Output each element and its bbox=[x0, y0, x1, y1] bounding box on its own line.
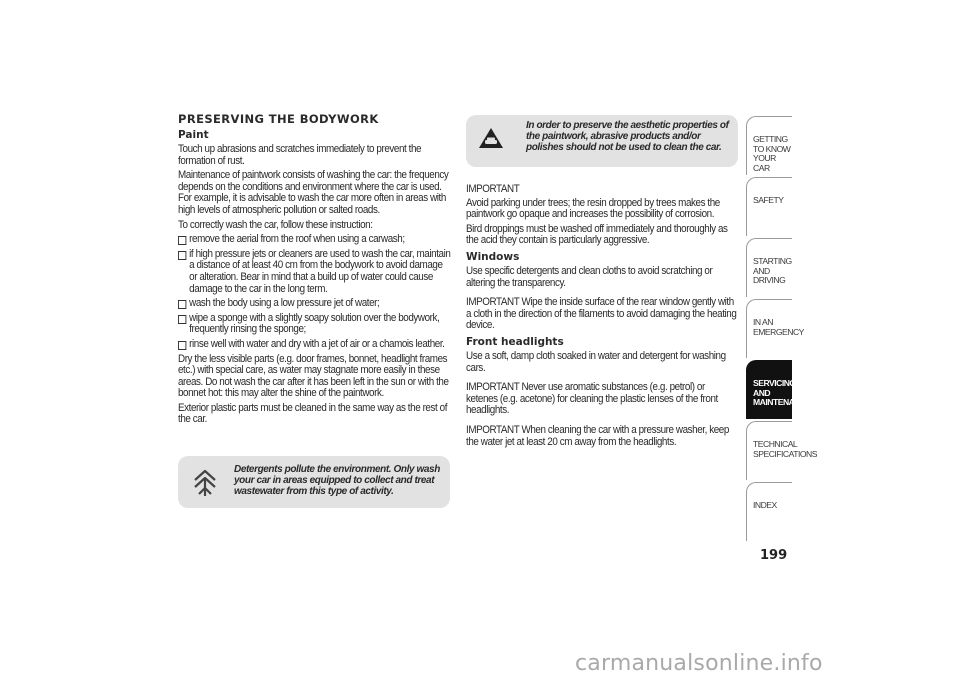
headlights-important-2: IMPORTANT When cleaning the car with a pressure washer, keep the water jet at least 20 cm away from the headlights. bbox=[466, 423, 729, 448]
footer-watermark: carmanualsonline.info bbox=[575, 651, 823, 676]
paint-heading: Paint bbox=[178, 129, 209, 141]
important-trees-text: Avoid parking under trees; the resin dropped by trees makes the paintwork go opaque and increases the possibility of corrosion. bbox=[466, 196, 720, 221]
paint-paragraph-5: Exterior plastic parts must be cleaned in the same way as the rest of the car. bbox=[178, 401, 448, 426]
paint-paragraph-2: Maintenance of paintwork consists of washing the car: the frequency depends on the conditions and environment where the car is used. For example, it is advisable to wash the car more often in areas with high levels of atmospheric pollution or salted roads. bbox=[178, 169, 449, 216]
important-label: IMPORTANT bbox=[466, 183, 520, 195]
paint-paragraph-1: Touch up abrasions and scratches immediately to prevent the formation of rust. bbox=[178, 143, 422, 167]
paint-paragraph-3: To correctly wash the car, follow these instruction: bbox=[178, 218, 373, 231]
page-number: 199 bbox=[760, 548, 788, 563]
windows-important-text: IMPORTANT Wipe the inside surface of the rear window gently with a cloth in the direction of the filaments to avoid damaging the heating device. bbox=[466, 296, 737, 332]
tab-in-an-emergency[interactable]: IN AN EMERGENCY bbox=[746, 299, 792, 358]
headlights-important-1: IMPORTANT Never use aromatic substances (e.g. petrol) or ketenes (e.g. acetone) for cleaning the plastic lenses of the front headlights. bbox=[466, 381, 718, 417]
tab-index[interactable]: INDEX bbox=[746, 482, 792, 541]
list-item: wipe a sponge with a slightly soapy solution over the bodywork, frequently rinsing the sponge; bbox=[178, 313, 451, 336]
warning-triangle-car-icon bbox=[478, 127, 504, 154]
warning-note bbox=[466, 115, 738, 167]
paint-paragraph-4: Dry the less visible parts (e.g. door frames, bonnet, headlight frames etc.) with special care, as water may stagnate more easily in these areas. Do not wash the car after it has been left in the sun or with the bonnet hot: this may alter the shine of the paintwork. bbox=[178, 352, 449, 400]
section-title: PRESERVING THE BODYWORK bbox=[178, 112, 379, 126]
checkbox-bullet-icon bbox=[178, 251, 186, 260]
warning-note-text: In order to preserve the aesthetic properties of the paintwork, abrasive products and/or polishes should not be used to clean the car. bbox=[526, 120, 729, 153]
checkbox-bullet-icon bbox=[178, 236, 186, 245]
list-item: remove the aerial from the roof when using a carwash; bbox=[178, 234, 451, 246]
tab-getting-to-know-your-car[interactable]: GETTING TO KNOW YOUR CAR bbox=[746, 116, 792, 175]
list-item: wash the body using a low pressure jet of water; bbox=[178, 298, 451, 310]
checkbox-bullet-icon bbox=[178, 341, 186, 350]
list-item: rinse well with water and dry with a jet of air or a chamois leather. bbox=[178, 339, 451, 351]
right-column bbox=[466, 184, 738, 451]
bird-droppings-text: Bird droppings must be washed off immediately and thoroughly as the acid they contain is particularly aggressive. bbox=[466, 222, 728, 247]
windows-heading: Windows bbox=[466, 250, 520, 263]
environment-note bbox=[178, 456, 450, 508]
tab-starting-and-driving[interactable]: STARTING AND DRIVING bbox=[746, 238, 792, 297]
list-item: if high pressure jets or cleaners are used to wash the car, maintain a distance of at least 40 cm from the bodywork to avoid damage or alteration. Bear in mind that a build up of water could cause damage to the car in the long term. bbox=[178, 249, 451, 295]
tab-safety[interactable]: SAFETY bbox=[746, 177, 792, 236]
windows-text: Use specific detergents and clean cloths to avoid scratching or altering the transparency. bbox=[466, 264, 713, 289]
checkbox-bullet-icon bbox=[178, 300, 186, 309]
environment-note-text: Detergents pollute the environment. Only wash your car in areas equipped to collect and treat wastewater from this type of activity. bbox=[234, 464, 440, 498]
headlights-heading: Front headlights bbox=[466, 335, 564, 348]
headlights-text: Use a soft, damp cloth soaked in water and detergent for washing cars. bbox=[466, 349, 726, 374]
tab-servicing-and-maintenance[interactable]: SERVICING AND MAINTENANCE bbox=[746, 360, 792, 419]
tab-technical-specifications[interactable]: TECHNICAL SPECIFICATIONS bbox=[746, 421, 792, 480]
recycle-arrows-icon bbox=[192, 468, 218, 503]
left-column bbox=[178, 112, 452, 508]
checkbox-bullet-icon bbox=[178, 315, 186, 324]
chapter-tabs bbox=[746, 116, 817, 543]
